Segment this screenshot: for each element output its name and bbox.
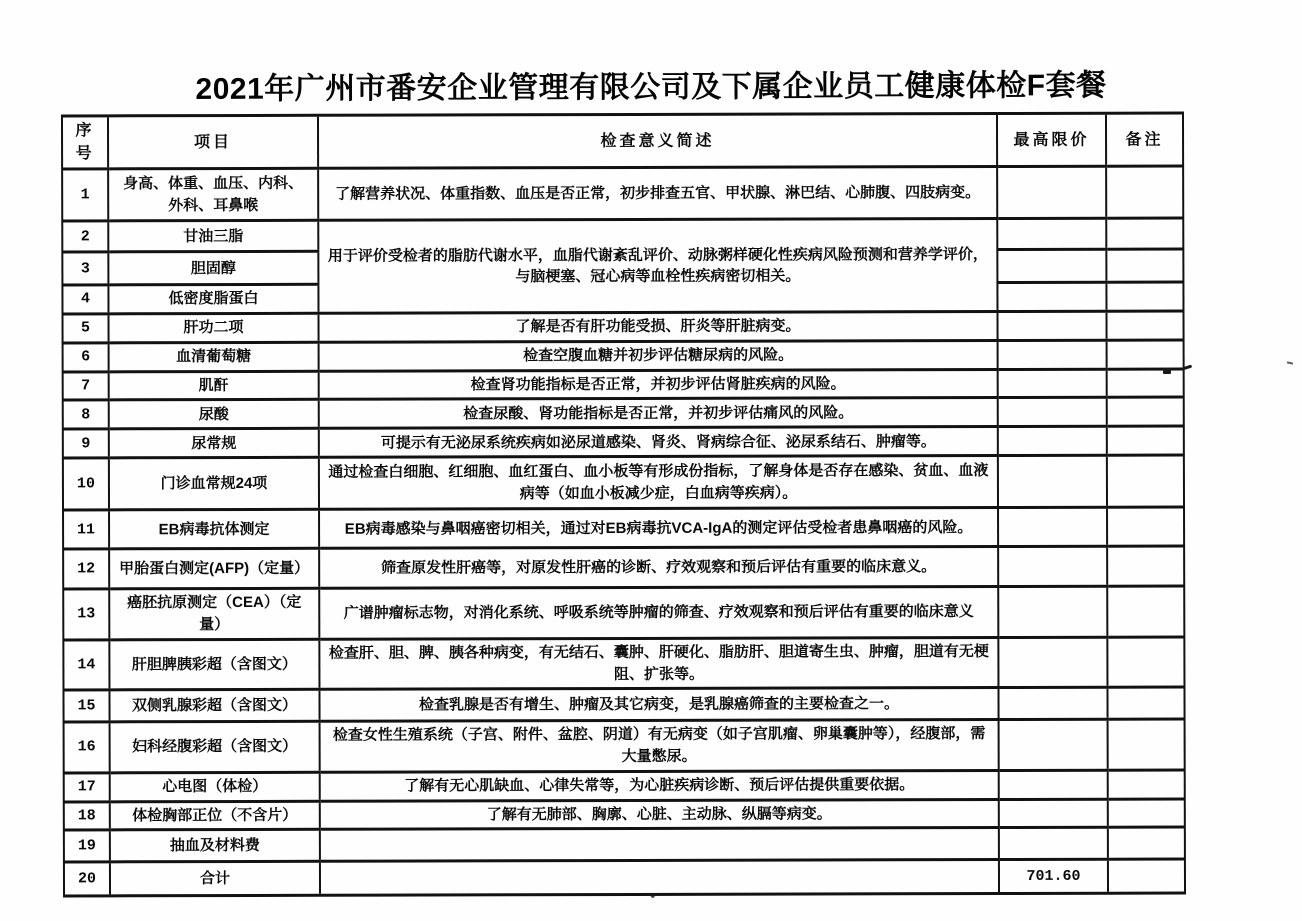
table-row-total [64, 859, 1185, 896]
scan-artifact [1163, 368, 1171, 374]
note-cell [1107, 455, 1184, 507]
description-cell: 通过检查白细胞、红细胞、血红蛋白、血小板等有形成份指标，了解身体是否存在感染、贫血、血液病等（如血小板减少症，白血病等疾病）。 [319, 456, 998, 510]
item-name-cell: 肝功二项 [108, 313, 318, 342]
note-cell [1106, 282, 1183, 311]
row-number-cell: 8 [63, 400, 109, 429]
item-name-cell: 血清葡萄糖 [109, 342, 319, 371]
description-cell: 了解有无心肌缺血、心律失常等，为心脏疾病诊断、预后评估提供重要依据。 [320, 770, 999, 801]
description-cell: 广谱肿瘤标志物，对消化系统、呼吸系统等肿瘤的筛查、疗效观察和预后评估有重要的临床意义 [319, 587, 998, 639]
table-row [64, 719, 1185, 772]
note-cell [1107, 586, 1184, 637]
item-name-cell: 甲胎蛋白测定(AFP)（定量） [109, 549, 319, 590]
description-cell: EB病毒感染与鼻咽癌密切相关，通过对EB病毒抗VCA-IgA的测定评估受检者患鼻咽癌的风险。 [319, 508, 998, 549]
description-cell: 筛查原发性肝癌等，对原发性肝癌的诊断、疗效观察和预后评估有重要的临床意义。 [319, 547, 998, 589]
row-number-cell: 14 [63, 640, 109, 691]
price-cell [997, 219, 1106, 250]
description-cell: 可提示有无泌尿系统疾病如泌尿道感染、肾炎、肾病综合征、泌尿系结石、肿瘤等。 [319, 427, 998, 458]
item-name-cell: 尿常规 [109, 429, 319, 459]
table-row [63, 455, 1184, 510]
item-name-cell: 胆固醇 [108, 252, 318, 286]
price-cell [998, 427, 1107, 456]
scan-artifact [650, 892, 656, 898]
table-row [62, 166, 1183, 221]
price-cell [998, 547, 1107, 587]
price-cell [998, 587, 1107, 638]
description-cell: 检查肾功能指标是否正常，并初步评估肾脏疾病的风险。 [319, 369, 998, 400]
note-cell [1108, 827, 1185, 859]
item-name-cell: EB病毒抗体测定 [109, 510, 319, 550]
note-cell [1107, 507, 1184, 546]
price-cell [998, 340, 1107, 369]
note-cell [1108, 770, 1185, 799]
row-number-cell: 16 [64, 722, 110, 773]
price-cell [998, 508, 1107, 547]
item-name-cell: 双侧乳腺彩超（含图文） [109, 690, 319, 723]
price-cell [998, 456, 1107, 508]
table-row [63, 340, 1184, 372]
note-cell [1107, 426, 1184, 455]
note-cell [1107, 637, 1184, 688]
table-row [63, 507, 1184, 549]
row-number-cell: 17 [64, 773, 110, 802]
item-name-cell: 低密度脂蛋白 [108, 285, 318, 314]
description-cell: 了解是否有肝功能受损、肝炎等肝脏病变。 [318, 312, 997, 343]
row-number-cell: 7 [63, 371, 109, 400]
description-cell-merged: 用于评价受检者的脂肪代谢水平，血脂代谢紊乱评价、动脉粥样硬化性疾病风险预测和营养学评价，与脑梗塞、冠心病等血栓性疾病密切相关。 [318, 219, 997, 314]
column-header-note: 备注 [1106, 113, 1183, 167]
description-cell: 检查空腹血糖并初步评估糖尿病的风险。 [319, 340, 998, 371]
table-row [63, 546, 1184, 589]
column-header-no: 序号 [62, 116, 108, 169]
table-row [62, 218, 1183, 252]
price-cell [998, 369, 1107, 398]
price-cell [997, 250, 1106, 283]
row-number-cell: 9 [63, 429, 109, 458]
page-title: 2021年广州市番安企业管理有限公司及下属企业员工健康体检F套餐 [195, 69, 1107, 106]
price-cell [998, 398, 1107, 427]
item-name-cell: 癌胚抗原测定（CEA）（定量） [109, 589, 319, 640]
item-name-cell: 身高、体重、血压、内科、外科、耳鼻喉 [108, 169, 318, 222]
row-number-cell: 2 [62, 221, 108, 252]
item-name-cell: 合计 [110, 862, 320, 897]
description-cell: 检查肝、胆、脾、胰各种病变，有无结石、囊肿、肝硬化、脂肪肝、胆道寄生虫、肿瘤，胆道有无梗阻、扩张等。 [319, 637, 998, 689]
note-cell [1107, 369, 1184, 398]
scan-artifact [1287, 361, 1293, 364]
table-row [64, 827, 1185, 862]
row-number-cell: 19 [64, 830, 110, 862]
table-row [63, 369, 1184, 401]
note-cell [1107, 546, 1184, 586]
item-name-cell: 妇科经腹彩超（含图文） [110, 722, 320, 773]
table-row [63, 426, 1184, 458]
description-cell: 检查乳腺是否有增生、肿瘤及其它病变，是乳腺癌筛查的主要检查之一。 [319, 688, 998, 722]
item-name-cell: 尿酸 [109, 400, 319, 430]
row-number-cell: 12 [63, 549, 109, 589]
table-row [62, 311, 1183, 343]
row-number-cell: 11 [63, 510, 109, 549]
row-number-cell: 6 [63, 343, 109, 372]
note-cell [1106, 311, 1183, 340]
row-number-cell: 1 [62, 169, 108, 221]
item-name-cell: 肌酐 [109, 371, 319, 400]
row-number-cell: 18 [64, 801, 110, 830]
row-number-cell: 10 [63, 458, 109, 510]
table-row [64, 799, 1185, 831]
row-number-cell: 5 [62, 314, 108, 343]
price-cell [997, 283, 1106, 312]
note-cell [1106, 249, 1183, 282]
note-cell [1106, 218, 1183, 249]
total-price-cell: 701.60 [999, 860, 1108, 894]
description-cell: 检查女性生殖系统（子宫、附件、盆腔、阴道）有无病变（如子宫肌瘤、卵巢囊肿等），经腹部，需大量憋尿。 [320, 720, 999, 772]
note-cell [1107, 340, 1184, 369]
price-cell [999, 720, 1108, 771]
description-cell [320, 860, 999, 896]
table-row [63, 687, 1184, 722]
table-header-row [62, 113, 1183, 169]
column-header-desc: 检查意义简述 [318, 114, 997, 169]
row-number-cell: 4 [62, 285, 108, 314]
item-name-cell: 门诊血常规24项 [109, 458, 319, 511]
item-name-cell: 肝胆脾胰彩超（含图文） [109, 639, 319, 690]
note-cell [1107, 687, 1184, 719]
price-cell [998, 688, 1107, 720]
description-cell: 了解有无肺部、胸廓、心脏、主动脉、纵膈等病变。 [320, 799, 999, 830]
item-name-cell: 抽血及材料费 [110, 830, 320, 863]
table-row [63, 397, 1184, 429]
item-name-cell: 甘油三脂 [108, 221, 318, 253]
description-cell [320, 828, 999, 862]
price-cell [999, 770, 1108, 799]
note-cell [1108, 859, 1185, 893]
item-name-cell: 心电图（体检） [110, 772, 320, 801]
row-number-cell: 20 [64, 862, 110, 896]
description-cell: 了解营养状况、体重指数、血压是否正常，初步排查五官、甲状腺、淋巴结、心肺腹、四肢病变。 [318, 167, 997, 221]
row-number-cell: 3 [62, 252, 108, 285]
row-number-cell: 13 [63, 589, 109, 640]
price-cell [997, 167, 1106, 219]
price-cell [999, 828, 1108, 860]
note-cell [1106, 166, 1183, 218]
table-row [63, 637, 1184, 690]
table-row [63, 586, 1184, 639]
note-cell [1107, 397, 1184, 426]
price-cell [998, 637, 1107, 688]
price-cell [997, 311, 1106, 340]
price-cell [999, 799, 1108, 828]
column-header-item: 项目 [108, 115, 318, 169]
note-cell [1108, 799, 1185, 828]
row-number-cell: 15 [63, 690, 109, 722]
item-name-cell: 体检胸部正位（不含片） [110, 801, 320, 830]
checkup-package-table [61, 112, 1186, 898]
description-cell: 检查尿酸、肾功能指标是否正常，并初步评估痛风的风险。 [319, 398, 998, 429]
column-header-price: 最高限价 [997, 113, 1106, 167]
table-row [64, 770, 1185, 802]
note-cell [1108, 719, 1185, 770]
